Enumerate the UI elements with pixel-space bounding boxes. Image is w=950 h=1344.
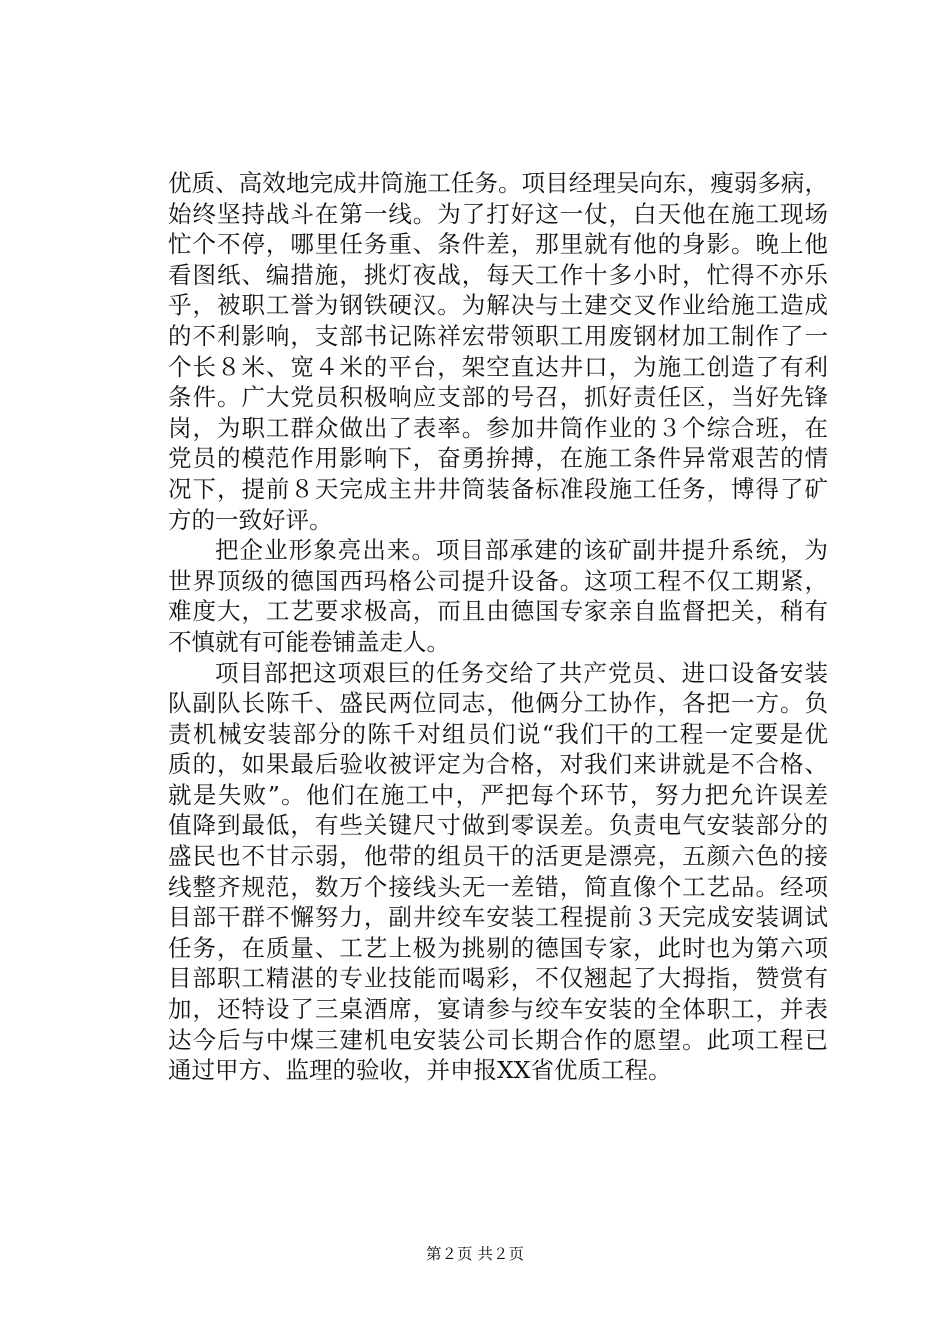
text-line: 就是失败”。他们在施工中，严把每个环节，努力把允许误差 [168,780,828,809]
text-line: 线整齐规范，数万个接线头无一差错，简直像个工艺品。经项 [168,872,828,901]
text-line: 不慎就有可能卷铺盖走人。 [168,627,450,656]
text-line: 把企业形象亮出来。项目部承建的该矿副井提升系统，为 [215,536,828,565]
text-line: 世界顶级的德国西玛格公司提升设备。这项工程不仅工期紧， [168,566,828,595]
text-line: 乎，被职工誉为钢铁硬汉。为解决与土建交叉作业给施工造成 [168,291,828,320]
paragraph-3 [168,658,828,1086]
text-line: 方的一致好评。 [168,505,333,534]
text-line: 质的，如果最后验收被评定为合格，对我们来讲就是不合格、 [168,750,828,779]
text-line: 优质、高效地完成井筒施工任务。项目经理吴向东，瘦弱多病， [168,169,828,197]
text-line: 项目部把这项艰巨的任务交给了共产党员、进口设备安装 [215,658,828,687]
text-line: 条件。广大党员积极响应支部的号召，抓好责任区，当好先锋 [168,383,828,412]
text-line: 个长８米、宽４米的平台，架空直达井口，为施工创造了有利 [168,352,828,381]
text-line: 党员的模范作用影响下，奋勇拚搏，在施工条件异常艰苦的情 [168,444,828,473]
paragraph-1 [168,168,828,535]
text-line: 况下，提前８天完成主井井筒装备标准段施工任务，博得了矿 [168,474,828,503]
text-line: 看图纸、编措施，挑灯夜战，每天工作十多小时，忙得不亦乐 [168,260,828,289]
text-line: 忙个不停，哪里任务重、条件差，那里就有他的身影。晚上他 [168,230,828,259]
text-line: 始终坚持战斗在第一线。为了打好这一仗，白天他在施工现场 [168,199,828,228]
page-number: 第２页 共２页 [426,1245,524,1263]
text-line: 的不利影响，支部书记陈祥宏带领职工用废钢材加工制作了一 [168,321,828,350]
text-line: 任务，在质量、工艺上极为挑剔的德国专家，此时也为第六项 [168,933,828,962]
text-line: 通过甲方、监理的验收，并申报XX省优质工程。 [168,1056,672,1085]
text-line: 盛民也不甘示弱，他带的组员干的活更是漂亮，五颜六色的接 [168,842,828,871]
text-line: 难度大，工艺要求极高，而且由德国专家亲自监督把关，稍有 [168,597,828,626]
text-line: 加，还特设了三桌酒席，宴请参与绞车安装的全体职工，并表 [168,995,828,1024]
text-line: 责机械安装部分的陈千对组员们说“我们干的工程一定要是优 [168,719,828,748]
text-line: 目部干群不懈努力，副井绞车安装工程提前３天完成安装调试 [168,903,828,932]
text-line: 目部职工精湛的专业技能而喝彩，不仅翘起了大拇指，赞赏有 [168,964,828,993]
text-line: 岗，为职工群众做出了表率。参加井筒作业的３个综合班，在 [168,413,828,442]
text-line: 值降到最低，有些关键尺寸做到零误差。负责电气安装部分的 [168,811,828,840]
document-body [168,168,828,1086]
page-footer [0,1244,950,1264]
text-line: 队副队长陈千、盛民两位同志，他俩分工协作，各把一方。负 [168,689,828,718]
paragraph-2 [168,535,828,657]
text-line: 达今后与中煤三建机电安装公司长期合作的愿望。此项工程已 [168,1025,828,1054]
